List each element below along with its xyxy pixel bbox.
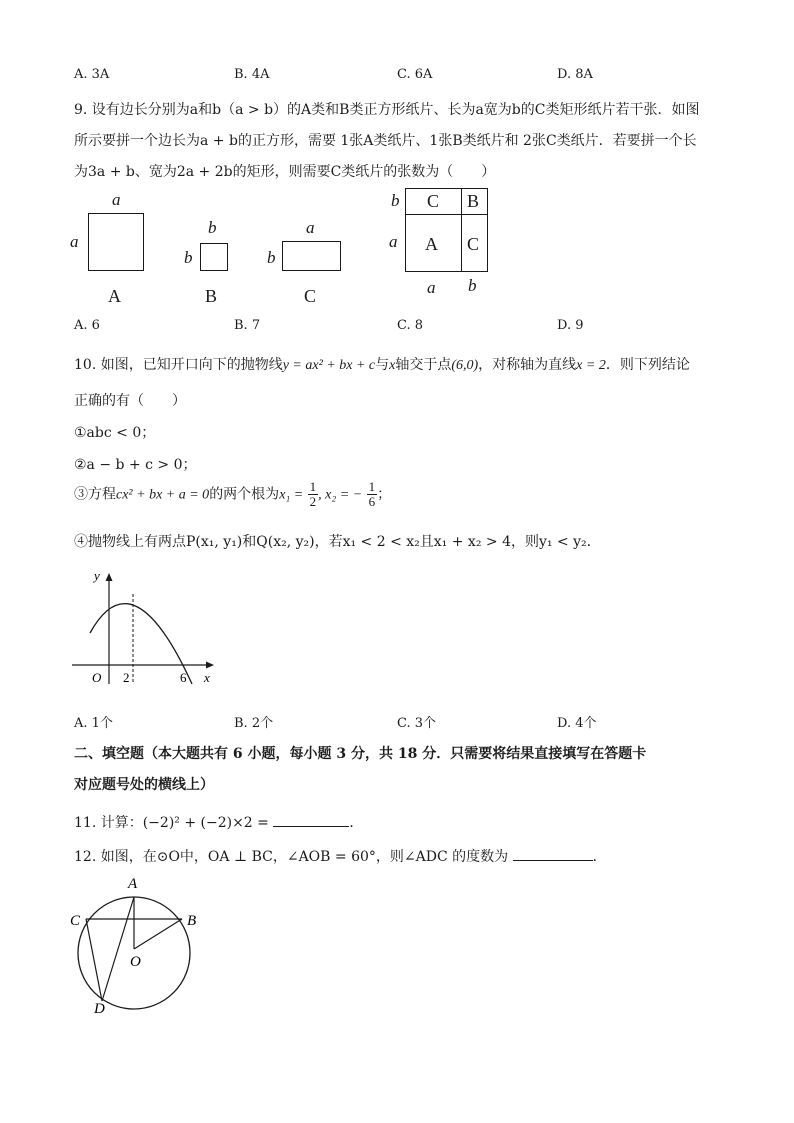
segment-ad (102, 897, 134, 1001)
q9-option-c: C. 8 (397, 318, 424, 333)
q10-line1-b: 与 (375, 357, 390, 373)
q10-item3-end: ； (377, 486, 392, 503)
q9-option-d: D. 9 (557, 318, 584, 333)
square-a-top-label: a (112, 190, 121, 209)
q11-end: ． (349, 815, 364, 831)
graph-tick-2: 2 (123, 670, 130, 685)
q10-option-d: D. 4个 (557, 716, 597, 731)
q10-line1-a: 10. 如图，已知开口向下的抛物线 (74, 357, 283, 373)
q10-item3-x1: x₁ = (279, 487, 304, 503)
composite-vline (461, 188, 462, 271)
graph-x-label: x (204, 670, 210, 685)
point-d-label: D (94, 1001, 105, 1017)
q10-item4: ④抛物线上有两点P(x₁, y₁)和Q(x₂, y₂)，若x₁ < 2 < x₂且x₁ + x₂ > 4，则y₁ < y₂． (74, 534, 601, 550)
q11-answer-blank (273, 812, 349, 827)
q10-point: (6,0) (451, 358, 479, 373)
q8-option-b: B. 4A (234, 67, 270, 82)
q10-option-b: B. 2个 (234, 716, 274, 731)
square-b (200, 243, 228, 271)
point-c-label: C (70, 913, 81, 929)
q12 (74, 846, 607, 866)
composite-cell-a: A (425, 234, 438, 254)
graph-tick-6: 6 (180, 670, 187, 685)
q10-item1: ①abc < 0； (74, 425, 156, 441)
q11-text: 11. 计算：(−2)² + (−2)×2 = (74, 815, 269, 831)
q10-option-a: A. 1个 (74, 716, 113, 731)
q10-line1-c: 轴交于点 (395, 357, 452, 373)
q10-line1-d: ，对称轴为直线 (478, 357, 577, 373)
composite-label-b-left: b (391, 191, 400, 210)
q10-line1 (74, 354, 690, 374)
square-a-name: A (108, 286, 121, 306)
parabola-curve (90, 604, 192, 684)
q12-answer-blank (513, 846, 593, 861)
q12-circle-figure (66, 868, 216, 1018)
q8-option-d: D. 8A (557, 67, 593, 82)
q10-item3-eq: cx² + bx + a = 0 (116, 487, 210, 503)
q8-option-c: C. 6A (397, 67, 433, 82)
q10-item3-mid: 的两个根为 (209, 486, 280, 503)
q9-line3: 为3a + b、宽为2a + 2b的矩形，则需要C类纸片的张数为（ ） (74, 164, 496, 180)
q10-item3 (74, 480, 391, 509)
segment-cd (86, 919, 102, 1001)
graph-y-label: y (94, 568, 100, 583)
segment-ob (134, 919, 182, 949)
q9-option-b: B. 7 (234, 318, 261, 333)
q10-parabola-graph (68, 560, 228, 690)
point-o-label: O (130, 954, 141, 970)
q9-line2: 所示要拼一个边长为a + b的正方形，需要 1张A类纸片、1张B类纸片和 2张C类纸片．若要拼一个长 (74, 133, 697, 149)
composite-cell-b: B (467, 191, 480, 211)
point-b-label: B (187, 913, 197, 929)
q10-parabola-eq: y = ax² + bx + c (282, 358, 376, 373)
q10-fraction-2: $\frac{1}{6}$ (368, 479, 376, 509)
q10-item3-pre: ③方程 (74, 486, 116, 503)
rect-c (282, 241, 341, 271)
point-a-label: A (128, 876, 138, 892)
square-a (88, 213, 144, 271)
rect-c-left-label: b (267, 248, 276, 267)
q10-item2: ②a − b + c > 0； (74, 457, 197, 473)
composite-cell-c-right: C (467, 234, 480, 254)
q10-x-var: x (389, 358, 396, 373)
y-axis-arrow-icon (106, 573, 113, 581)
q9-line1: 9. 设有边长分别为a和b（a > b）的A类和B类正方形纸片、长为a宽为b的C类矩形纸片若干张．如图 (74, 102, 700, 118)
q10-item3-x2: , x₂ = − (318, 487, 363, 503)
q10-axis-eq: x = 2 (576, 358, 606, 373)
q12-text: 12. 如图，在⊙O中，OA ⊥ BC，∠AOB = 60°，则∠ADC 的度数为 (74, 849, 509, 865)
composite-label-a-bottom: a (427, 278, 436, 297)
q10-line1-e: ．则下列结论 (605, 357, 690, 373)
q10-fraction-1: $\frac{1}{2}$ (309, 479, 317, 509)
x-axis-arrow-icon (206, 662, 214, 669)
composite-label-a-left: a (389, 232, 398, 251)
composite-cell-c-top: C (427, 191, 440, 211)
rect-c-name: C (304, 286, 317, 306)
composite-label-b-bottom: b (468, 276, 477, 295)
q8-option-a: A. 3A (74, 67, 110, 82)
q9-option-a: A. 6 (74, 318, 100, 333)
q11 (74, 812, 363, 832)
q10-line2: 正确的有（ ） (74, 393, 186, 409)
rect-c-top-label: a (306, 218, 315, 237)
q10-option-c: C. 3个 (397, 716, 437, 731)
composite-hline (405, 214, 487, 215)
square-b-name: B (205, 286, 218, 306)
q12-end: ． (592, 849, 607, 865)
square-a-left-label: a (70, 232, 79, 251)
graph-origin-label: O (92, 670, 102, 685)
square-b-left-label: b (184, 248, 193, 267)
section2-heading-line2: 对应题号处的横线上） (74, 777, 214, 793)
section2-heading-line1: 二、填空题（本大题共有 6 小题，每小题 3 分，共 18 分．只需要将结果直接填写在答题卡 (74, 746, 647, 762)
square-b-top-label: b (208, 218, 217, 237)
